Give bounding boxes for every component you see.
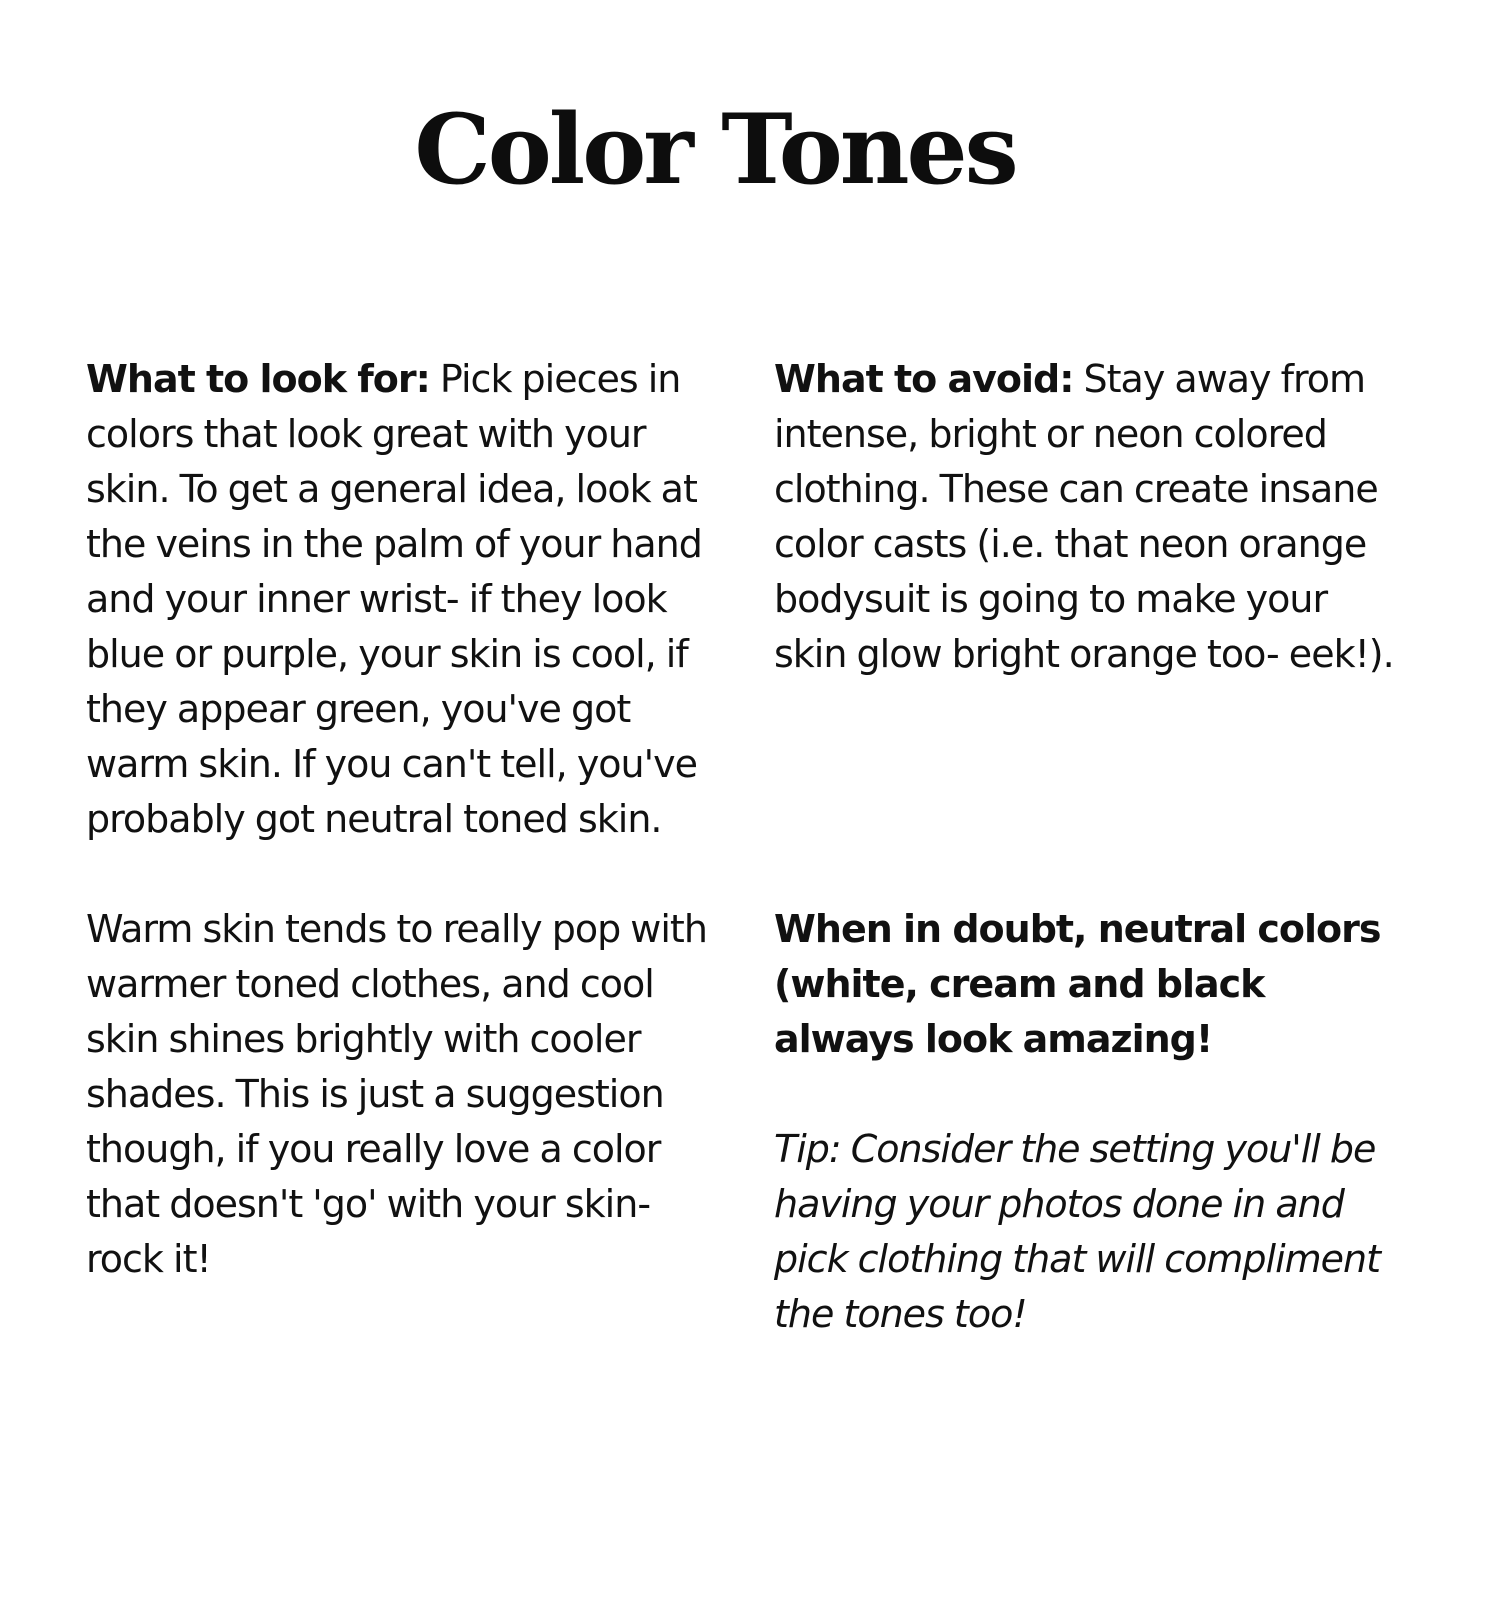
left-column	[86, 352, 716, 1287]
warm-cool-paragraph: Warm skin tends to really pop with warmer toned clothes, and cool skin shines brightly with cooler shades. This is just a suggestion though, if you really love a color that doesn't 'go' with your skin- rock it!	[86, 907, 707, 1281]
right-column	[774, 352, 1394, 1342]
tip-paragraph: Tip: Consider the setting you'll be having your photos done in and pick clothing that will compliment the tones too!	[774, 1127, 1381, 1336]
avoid-text: Stay away from intense, bright or neon colored clothing. These can create insane color casts (i.e. that neon orange bodysuit is going to make your skin glow bright orange too- eek!).	[774, 357, 1394, 676]
avoid-paragraph	[774, 352, 1394, 682]
avoid-label: What to avoid:	[774, 357, 1074, 401]
page-title: Color Tones	[414, 93, 1016, 206]
look-for-text: Pick pieces in colors that look great with your skin. To get a general idea, look at the veins in the palm of your hand and your inner wrist- if they look blue or purple, your skin is cool, if they appear green, you've got warm skin. If you can't tell, you've probably got neutral toned skin.	[86, 357, 702, 841]
avoid-block	[774, 352, 1394, 902]
neutral-colors-note: When in doubt, neutral colors (white, cream and black always look amazing!	[774, 907, 1381, 1061]
look-for-label: What to look for:	[86, 357, 430, 401]
look-for-paragraph	[86, 352, 716, 847]
